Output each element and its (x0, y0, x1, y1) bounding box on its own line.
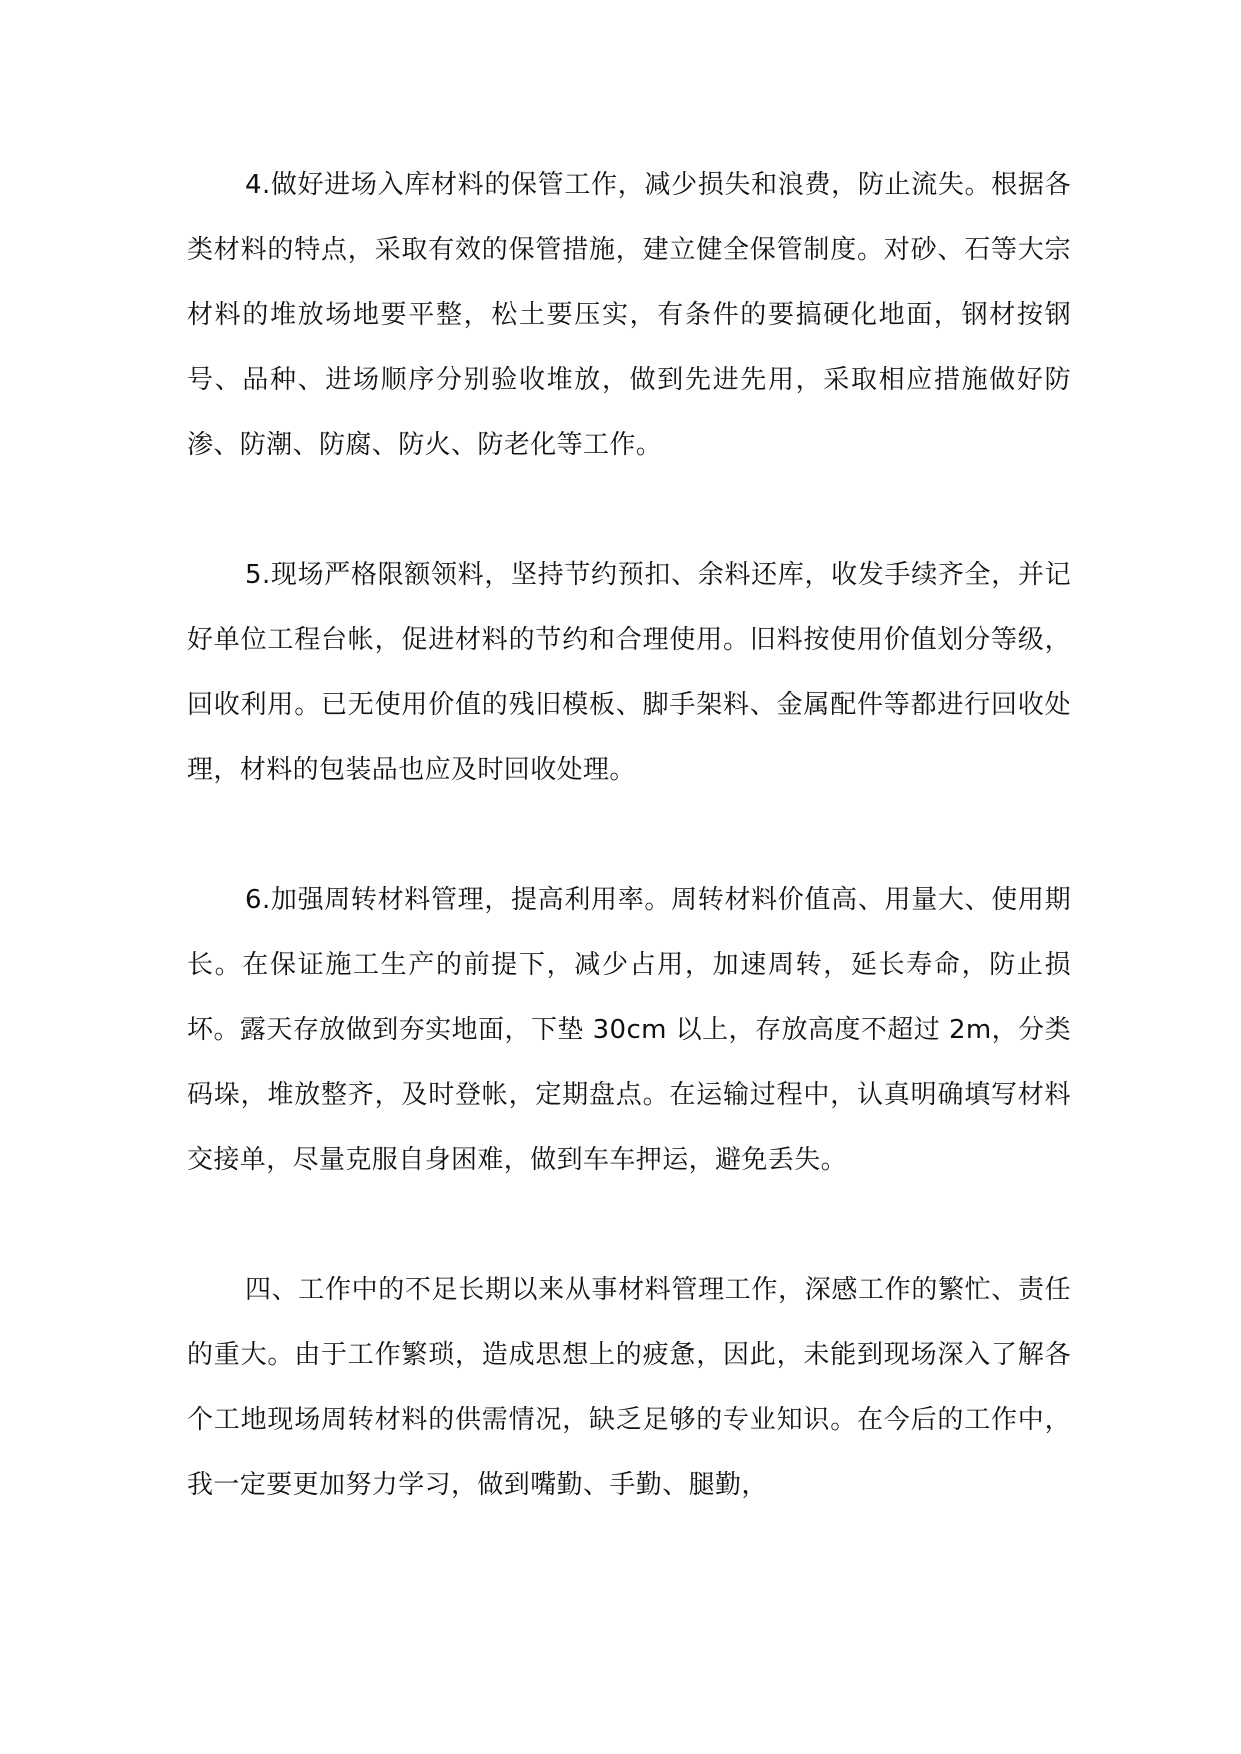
paragraph-revolving-materials: 6.加强周转材料管理，提高利用率。周转材料价值高、用量大、使用期长。在保证施工生产的前提下，减少占用，加速周转，延长寿命，防止损坏。露天存放做到夯实地面，下垫 30cm 以上，存放高度不超过 2m，分类码垛，堆放整齐，及时登帐，定期盘点。在运输过程中，认真明确填写材料交接单，尽量克服自身困难，做到车车押运，避免丢失。 (187, 885, 1071, 1175)
paragraph-material-storage: 4.做好进场入库材料的保管工作，减少损失和浪费，防止流失。根据各类材料的特点，采取有效的保管措施，建立健全保管制度。对砂、石等大宗材料的堆放场地要平整，松土要压实，有条件的要搞硬化地面，钢材按钢号、品种、进场顺序分别验收堆放，做到先进先用，采取相应措施做好防渗、防潮、防腐、防火、防老化等工作。 (187, 170, 1071, 460)
document-body (187, 153, 1071, 1518)
paragraph-shortcomings: 四、工作中的不足长期以来从事材料管理工作，深感工作的繁忙、责任的重大。由于工作繁琐，造成思想上的疲惫，因此，未能到现场深入了解各个工地现场周转材料的供需情况，缺乏足够的专业知识。在今后的工作中，我一定要更加努力学习，做到嘴勤、手勤、腿勤， (187, 1275, 1071, 1500)
paragraph-quota-requisition: 5.现场严格限额领料，坚持节约预扣、余料还库，收发手续齐全，并记好单位工程台帐，促进材料的节约和合理使用。旧料按使用价值划分等级，回收利用。已无使用价值的残旧模板、脚手架料、金属配件等都进行回收处理，材料的包装品也应及时回收处理。 (187, 560, 1071, 785)
